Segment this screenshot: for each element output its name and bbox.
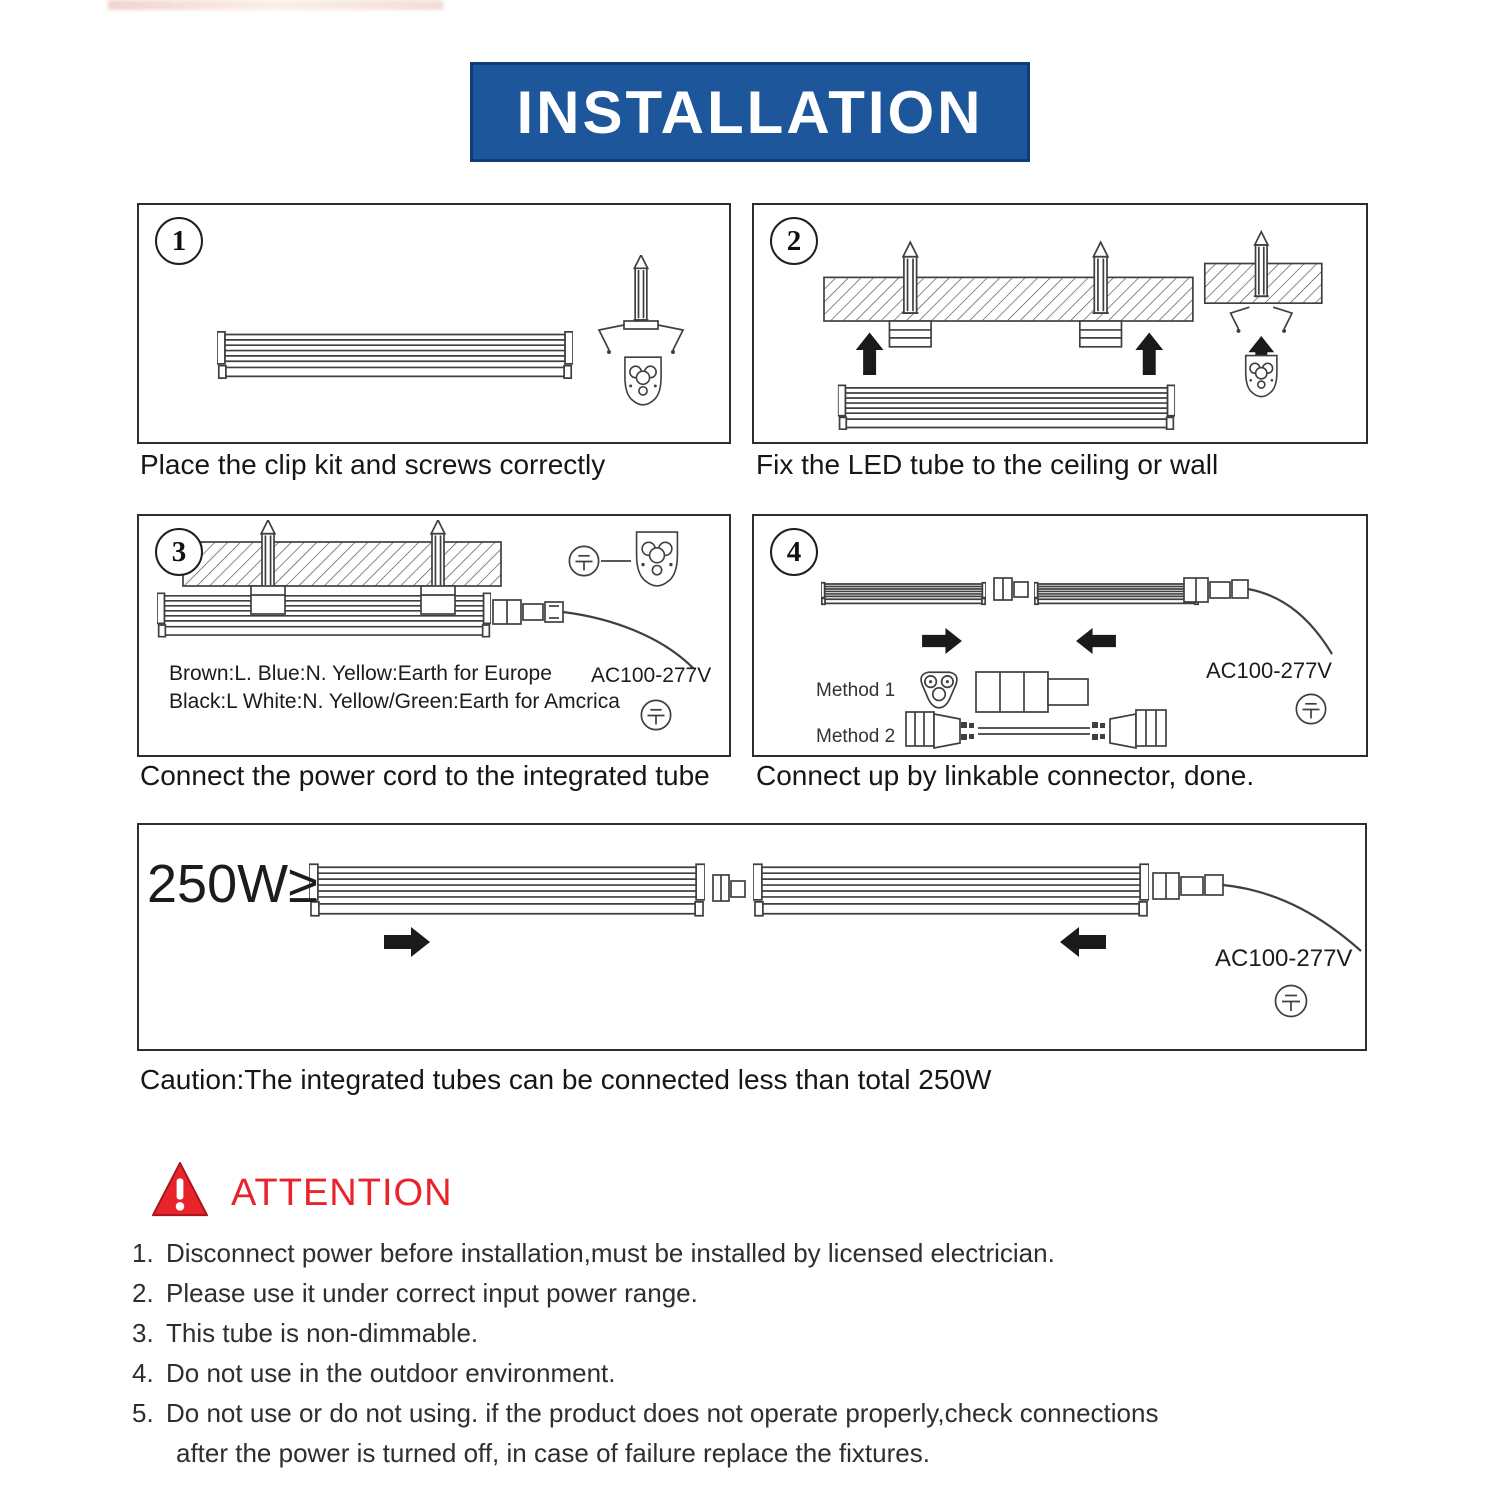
right-arrow-icon xyxy=(922,628,962,654)
item-text: Do not use or do not using. if the product does not operate properly,check connections xyxy=(166,1398,1159,1428)
step1-panel xyxy=(137,203,731,444)
item-text: Please use it under correct input power range. xyxy=(166,1278,698,1308)
page-title-banner xyxy=(470,62,1030,162)
warning-triangle-icon xyxy=(151,1158,209,1222)
ground-symbol-icon xyxy=(1296,694,1325,723)
left-arrow-icon xyxy=(1076,628,1116,654)
ground-symbol-icon xyxy=(1276,986,1307,1017)
attention-item-continuation: after the power is turned off, in case of failure replace the fixtures. xyxy=(176,1438,930,1468)
item-number: 1. xyxy=(132,1238,154,1268)
item-text: Do not use in the outdoor environment. xyxy=(166,1358,616,1388)
step2-panel xyxy=(752,203,1368,444)
attention-header xyxy=(151,1158,453,1222)
method2-cable-icon xyxy=(906,710,1166,748)
caution-caption: Caution:The integrated tubes can be connected less than total 250W xyxy=(140,1064,992,1095)
up-arrow-icon xyxy=(1135,332,1163,375)
max-wattage-panel xyxy=(137,823,1367,1051)
wiring-note-europe: Brown:L. Blue:N. Yellow:Earth for Europe xyxy=(169,662,552,685)
ceiling-hatch xyxy=(183,542,501,586)
linkable-connector-icon xyxy=(994,578,1028,600)
attention-item xyxy=(132,1240,1392,1267)
led-tube-icon xyxy=(838,385,1175,429)
led-tube-icon xyxy=(821,583,986,604)
method2-label: Method 2 xyxy=(816,726,896,747)
led-tube-icon xyxy=(309,864,705,915)
clip-plate-icon xyxy=(637,532,678,586)
step4-panel xyxy=(752,514,1368,757)
step1-diagram xyxy=(139,205,729,442)
power-cord-icon xyxy=(1153,873,1361,951)
method1-label: Method 1 xyxy=(816,680,896,701)
top-crop-fragment xyxy=(108,0,443,10)
step3-number: 3 xyxy=(155,528,203,576)
clip-plate-icon xyxy=(1246,356,1277,397)
attention-title: ATTENTION xyxy=(231,1171,453,1214)
item-number: 3. xyxy=(132,1318,154,1348)
item-number: 2. xyxy=(132,1278,154,1308)
led-tube-icon xyxy=(1034,583,1199,604)
step4-diagram xyxy=(754,516,1366,755)
method1-connector-icon xyxy=(921,672,1088,712)
step4-caption: Connect up by linkable connector, done. xyxy=(756,760,1255,791)
screw-icon xyxy=(260,520,275,587)
screw-icon xyxy=(902,242,918,313)
up-arrow-icon xyxy=(856,332,884,375)
step2-number: 2 xyxy=(770,217,818,265)
ground-symbol-icon xyxy=(641,700,670,729)
page-title: INSTALLATION xyxy=(516,78,984,146)
step3-panel xyxy=(137,514,731,757)
power-cord-icon xyxy=(1184,578,1332,654)
voltage-label: AC100-277V xyxy=(1206,658,1332,683)
attention-item xyxy=(132,1320,1392,1347)
step2-caption: Fix the LED tube to the ceiling or wall xyxy=(756,449,1219,480)
screw-icon xyxy=(1092,242,1108,313)
step2-diagram xyxy=(754,205,1366,442)
step1-number: 1 xyxy=(155,217,203,265)
attention-list xyxy=(132,1240,1392,1480)
item-text: This tube is non-dimmable. xyxy=(166,1318,479,1348)
clip-plate-icon xyxy=(625,357,661,405)
linkable-connector-icon xyxy=(713,875,745,901)
max-wattage-label: 250W≥ xyxy=(147,854,318,914)
voltage-label: AC100-277V xyxy=(1215,945,1353,972)
attention-item xyxy=(132,1280,1392,1307)
left-arrow-icon xyxy=(1060,927,1106,957)
clip-block-icon xyxy=(889,321,1121,347)
step4-number: 4 xyxy=(770,528,818,576)
step3-diagram xyxy=(139,516,729,755)
item-text: Disconnect power before installation,must be installed by licensed electrician. xyxy=(166,1238,1055,1268)
led-tube-icon xyxy=(217,332,573,378)
step1-caption: Place the clip kit and screws correctly xyxy=(140,449,606,480)
power-cord-icon xyxy=(493,600,693,668)
step3-caption: Connect the power cord to the integrated tube xyxy=(140,760,710,791)
right-arrow-icon xyxy=(384,927,430,957)
voltage-label: AC100-277V xyxy=(591,664,712,687)
item-number: 5. xyxy=(132,1398,154,1428)
ground-symbol-icon xyxy=(569,546,598,575)
wiring-note-america: Black:L White:N. Yellow/Green:Earth for Amcrica xyxy=(169,690,620,713)
led-tube-icon xyxy=(753,864,1149,915)
max-wattage-diagram xyxy=(139,825,1365,1049)
screw-icon xyxy=(430,520,445,587)
attention-item xyxy=(132,1360,1392,1387)
screw-icon xyxy=(599,255,683,354)
attention-item xyxy=(132,1400,1392,1427)
ceiling-hatch xyxy=(824,277,1193,321)
item-number: 4. xyxy=(132,1358,154,1388)
